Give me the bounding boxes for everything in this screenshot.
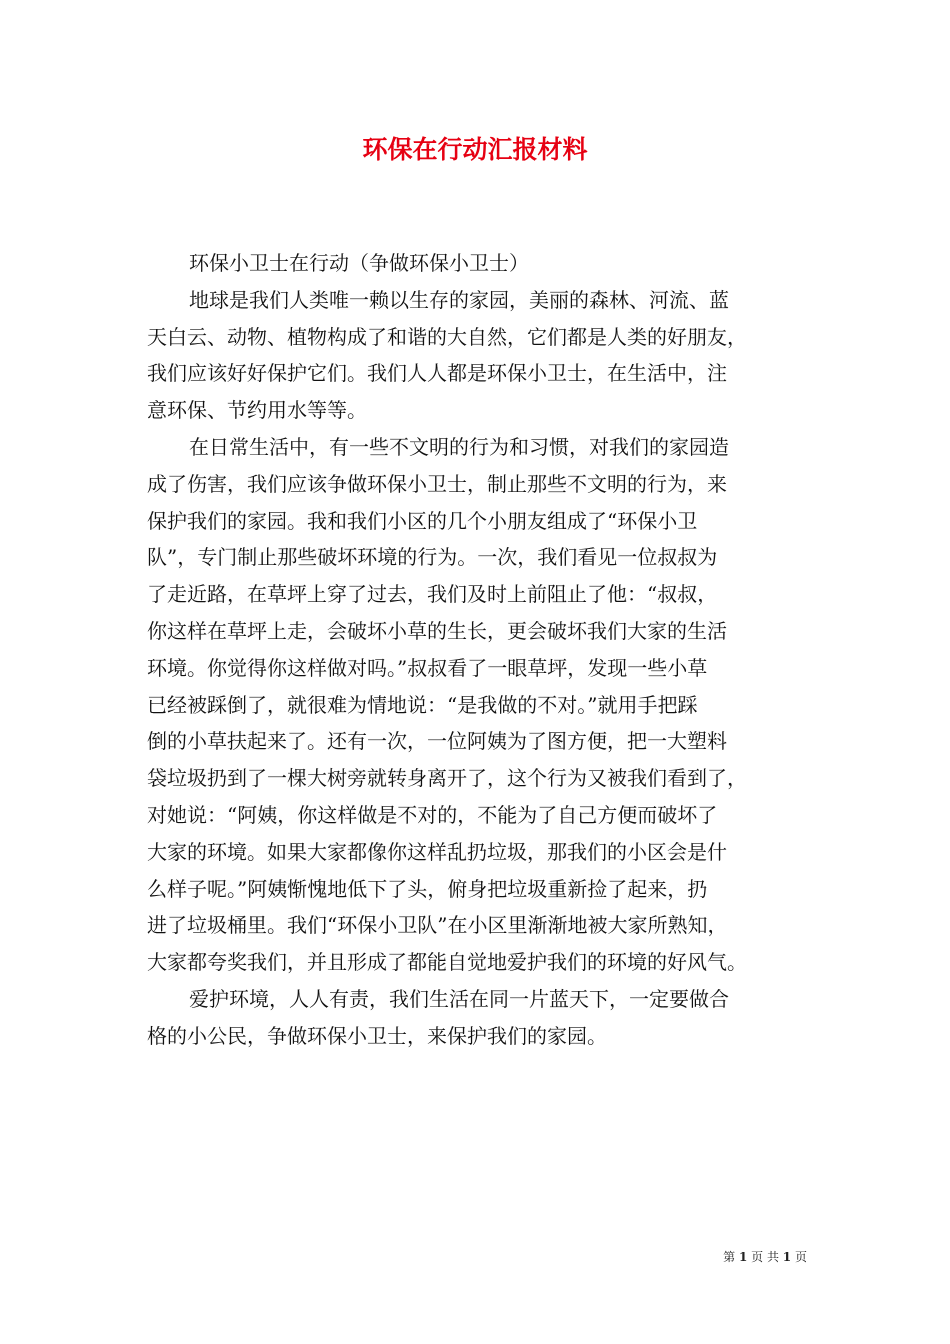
footer-suffix: 页 [794,1250,807,1264]
document-title: 环保在行动汇报材料 [362,135,588,164]
footer-middle: 页 共 [751,1250,779,1264]
body-line: 袋垃圾扔到了一棵大树旁就转身离开了，这个行为又被我们看到了， [147,766,747,791]
body-line: 环境。你觉得你这样做对吗。”叔叔看了一眼草坪，发现一些小草 [147,655,708,680]
body-line: 倒的小草扶起来了。还有一次，一位阿姨为了图方便，把一大塑料 [147,729,727,754]
body-line: 格的小公民，争做环保小卫士，来保护我们的家园。 [147,1023,607,1048]
body-line: 大家都夸奖我们，并且形成了都能自觉地爱护我们的环境的好风气。 [147,950,747,975]
body-line: 了走近路，在草坪上穿了过去，我们及时上前阻止了他：“叔叔， [147,582,718,607]
footer-prefix: 第 [723,1250,736,1264]
body-line: 我们应该好好保护它们。我们人人都是环保小卫士，在生活中，注 [147,361,727,386]
page-footer [723,1249,807,1265]
body-line: 意环保、节约用水等等。 [147,398,367,423]
body-line: 么样子呢。”阿姨惭愧地低下了头，俯身把垃圾重新捡了起来，扔 [147,876,708,901]
body-line: 已经被踩倒了，就很难为情地说：“是我做的不对。”就用手把踩 [147,692,698,717]
body-line: 成了伤害，我们应该争做环保小卫士，制止那些不文明的行为，来 [147,471,727,496]
body-line: 大家的环境。如果大家都像你这样乱扔垃圾，那我们的小区会是什 [147,839,727,864]
body-line: 爱护环境，人人有责，我们生活在同一片蓝天下，一定要做合 [189,986,729,1011]
body-line: 天白云、动物、植物构成了和谐的大自然，它们都是人类的好朋友， [147,324,747,349]
document-body [147,245,811,1055]
body-line: 地球是我们人类唯一赖以生存的家园，美丽的森林、河流、蓝 [189,287,729,312]
body-line: 进了垃圾桶里。我们“环保小卫队”在小区里渐渐地被大家所熟知， [147,913,728,938]
body-line: 你这样在草坪上走，会破坏小草的生长，更会破坏我们大家的生活 [147,618,727,643]
body-line: 在日常生活中，有一些不文明的行为和习惯，对我们的家园造 [189,434,729,459]
body-line: 环保小卫士在行动（争做环保小卫士） [189,251,529,275]
body-line: 保护我们的家园。我和我们小区的几个小朋友组成了“环保小卫 [147,508,698,533]
footer-page-number: 1 [738,1250,748,1264]
body-line: 队”，专门制止那些破坏环境的行为。一次，我们看见一位叔叔为 [147,545,718,570]
body-line: 对她说：“阿姨，你这样做是不对的，不能为了自己方便而破坏了 [147,802,718,827]
footer-total-pages: 1 [782,1250,792,1264]
